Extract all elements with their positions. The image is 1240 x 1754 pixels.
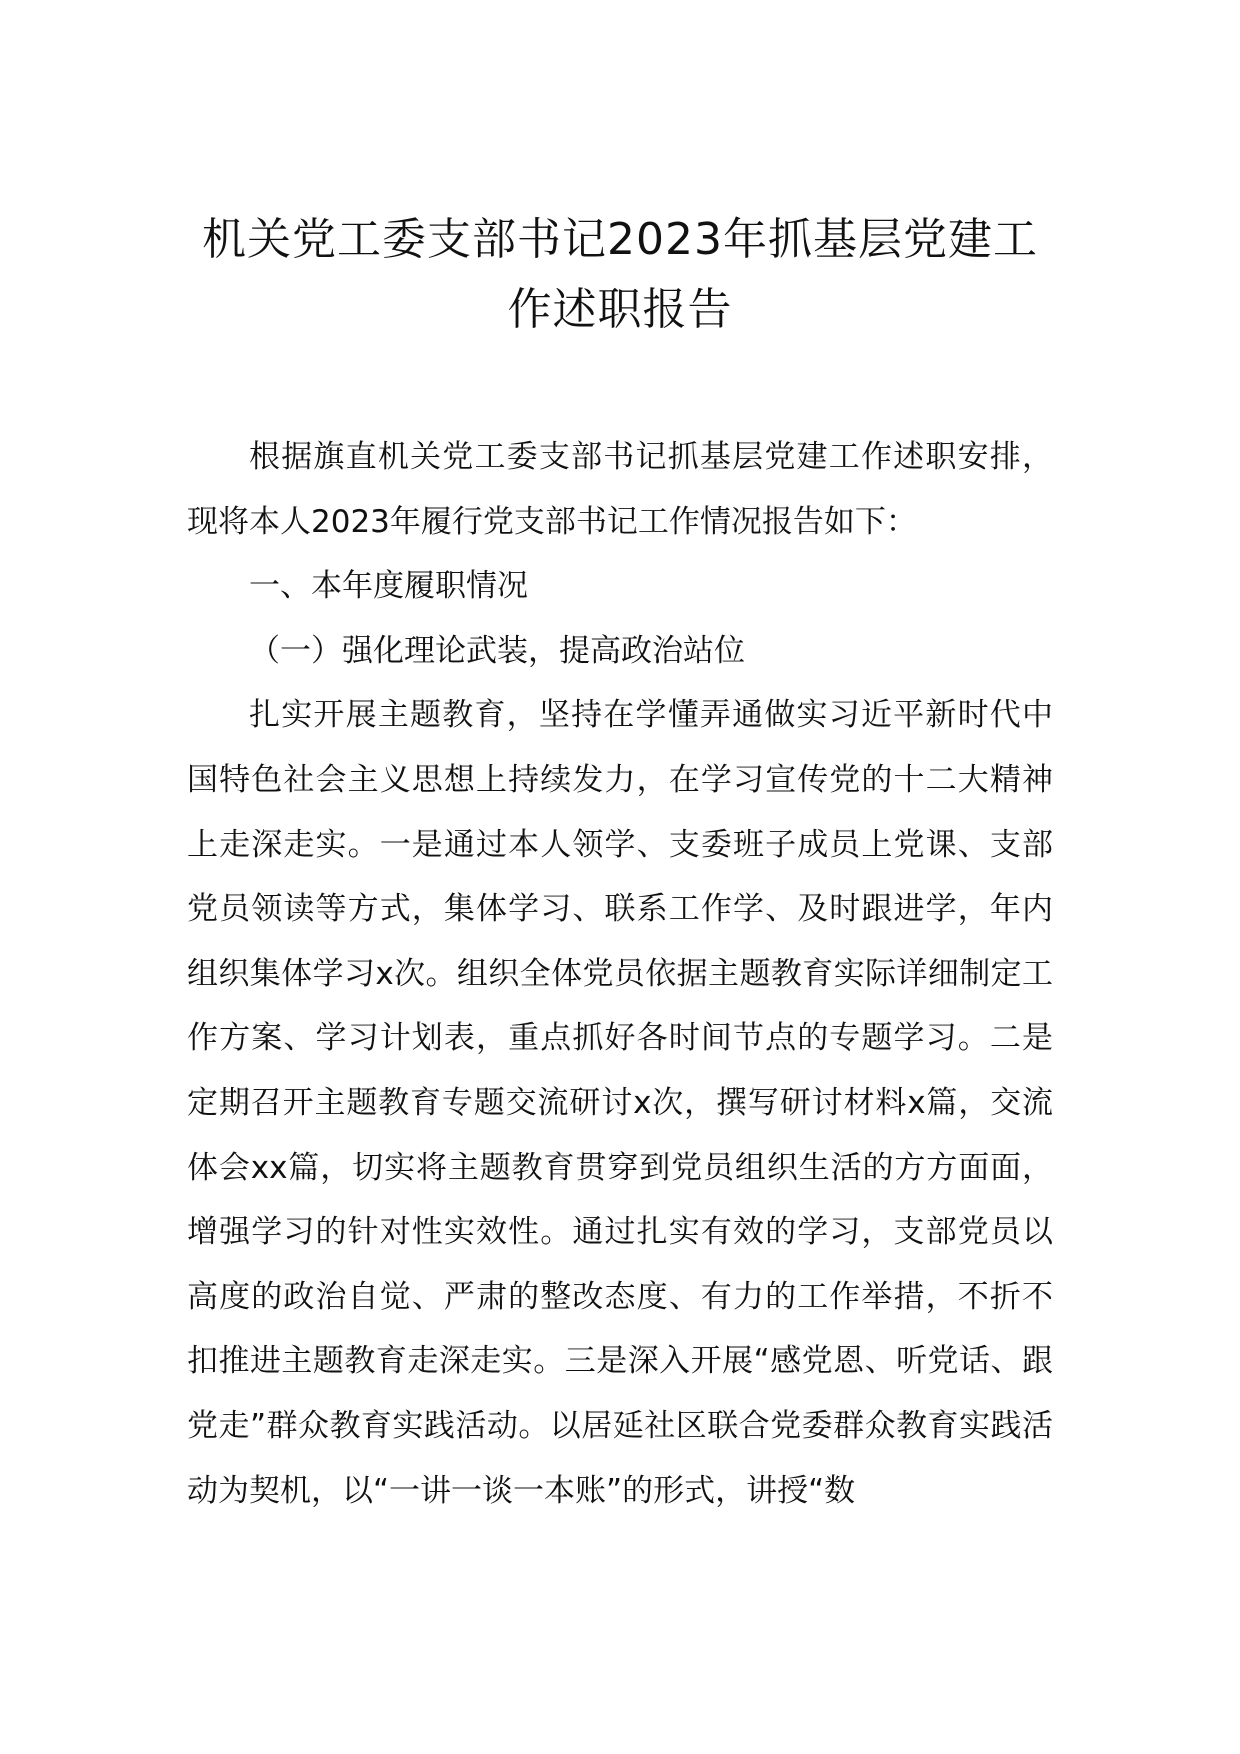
title-line-1: 机关党工委支部书记2023年抓基层党建工: [202, 214, 1038, 265]
title-line-2: 作述职报告: [507, 284, 733, 335]
document-title: [180, 205, 1060, 345]
section-heading: 一、本年度履职情况: [249, 568, 528, 605]
intro-paragraph: 根据旗直机关党工委支部书记抓基层党建工作述职安排，现将本人2023年履行党支部书记工作情况报告如下：: [187, 439, 1053, 540]
document-body: [187, 425, 1053, 1523]
subsection-heading: （一）强化理论武装，提高政治站位: [249, 632, 745, 669]
body-paragraph: 扎实开展主题教育，坚持在学懂弄通做实习近平新时代中国特色社会主义思想上持续发力，在学习宣传党的十二大精神上走深走实。一是通过本人领学、支委班子成员上党课、支部党员领读等方式，集体学习、联系工作学、及时跟进学，年内组织集体学习x次。组织全体党员依据主题教育实际详细制定工作方案、学习计划表，重点抓好各时间节点的专题学习。二是定期召开主题教育专题交流研讨x次，撰写研讨材料x篇，交流体会xx篇，切实将主题教育贯穿到党员组织生活的方方面面，增强学习的针对性实效性。通过扎实有效的学习，支部党员以高度的政治自觉、严肃的整改态度、有力的工作举措，不折不扣推进主题教育走深走实。三是深入开展“感党恩、听党话、跟党走”群众教育实践活动。以居延社区联合党委群众教育实践活动为契机，以“一讲一谈一本账”的形式，讲授“数: [187, 697, 1053, 1509]
